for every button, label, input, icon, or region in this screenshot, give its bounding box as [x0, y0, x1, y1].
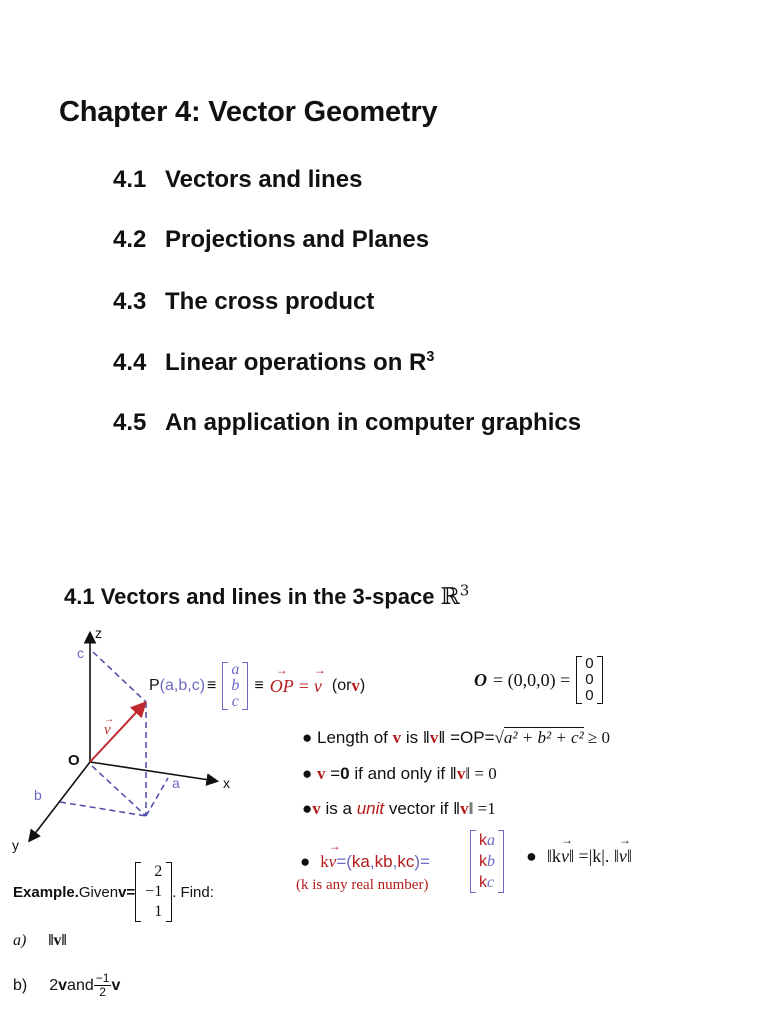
c-label: c — [77, 645, 84, 661]
chapter-title: Chapter 4: Vector Geometry — [59, 96, 438, 128]
toc-number: 4.2 — [113, 226, 147, 253]
bullet-zero: ● v =0 if and only if ‖v‖ = 0 — [302, 764, 497, 783]
scalar-matrix: ka kb kc — [470, 830, 504, 893]
toc-label: Vectors and lines — [165, 166, 363, 193]
a-label: a — [172, 775, 180, 791]
toc-item-4-2 — [113, 226, 429, 254]
bold-v: v — [351, 676, 360, 695]
3d-coordinate-diagram — [0, 620, 290, 860]
op-vector: → OP — [270, 676, 294, 697]
origin-definition — [474, 656, 603, 704]
section-title-text: 4.1 Vectors and lines in the 3-space — [64, 584, 435, 609]
toc-label: Projections and Planes — [165, 226, 430, 253]
real-space-exponent: 3 — [459, 581, 470, 600]
toc-label: The cross product — [165, 288, 375, 315]
close-paren: ) — [359, 677, 366, 694]
z-axis-label: z — [95, 625, 102, 641]
example-part-b: b) 2 v and $\frac{-1}{2}$ v — [13, 971, 121, 999]
point-label: P — [149, 677, 160, 694]
origin-equation: = (0,0,0) = — [493, 669, 571, 690]
toc-item-4-1 — [113, 166, 362, 194]
vector-v-arrow — [90, 704, 144, 762]
vector-arrow-mark: → — [104, 714, 114, 725]
toc-superscript: 3 — [426, 349, 435, 365]
v-vector: → v — [314, 676, 322, 697]
or-text: (or — [331, 677, 352, 694]
scalar-note: (k is any real number) — [296, 877, 429, 893]
point-coords: (a,b,c) — [159, 677, 206, 694]
b-label: b — [34, 787, 42, 803]
toc-item-4-3 — [113, 288, 374, 316]
bullet-length: ● Length of v is ‖v‖ =OP=√a² + b² + c² ≥ 0 — [302, 728, 611, 747]
x-axis-label: x — [223, 775, 230, 791]
toc-number: 4.4 — [113, 349, 147, 376]
toc-label: An application in computer graphics — [165, 409, 582, 436]
vector-v-label: v — [104, 722, 111, 738]
toc-item-4-5 — [113, 409, 581, 437]
toc-item-4-4 — [113, 349, 434, 377]
real-space-symbol: ℝ — [440, 584, 460, 610]
zero-matrix: 0 0 0 — [576, 656, 602, 704]
toc-number: 4.1 — [113, 166, 147, 193]
example-matrix: 2 −1 1 — [135, 862, 172, 922]
example-statement: Example. Given v= 2 −1 1 . Find: — [13, 863, 214, 920]
equiv-symbol-2: ≡ — [254, 677, 264, 694]
toc-number: 4.5 — [113, 409, 147, 436]
x-axis — [90, 762, 216, 781]
fraction-neg-half: $\frac{-1}{2}$ — [95, 971, 110, 999]
scalar-multiple: ● k → v =( ka , kb , kc )= — [300, 852, 430, 872]
equals-sign: = — [298, 675, 309, 696]
y-axis-label: y — [12, 837, 19, 853]
norm-scalar-rule: ● ‖k→ v‖ =|k|. ‖→ v‖ — [526, 846, 632, 867]
example-part-a: a) ‖v‖ — [13, 932, 67, 949]
point-definition — [149, 662, 365, 710]
bullet-unit: ●v is a unit vector if ‖v‖ =1 — [302, 799, 496, 818]
origin-symbol: O — [474, 669, 487, 690]
equiv-symbol: ≡ — [207, 677, 217, 694]
column-matrix-abc: a b c — [222, 662, 248, 710]
toc-label: Linear operations on R — [165, 349, 427, 376]
section-title — [64, 581, 470, 610]
toc-number: 4.3 — [113, 288, 147, 315]
origin-label: O — [68, 752, 80, 769]
